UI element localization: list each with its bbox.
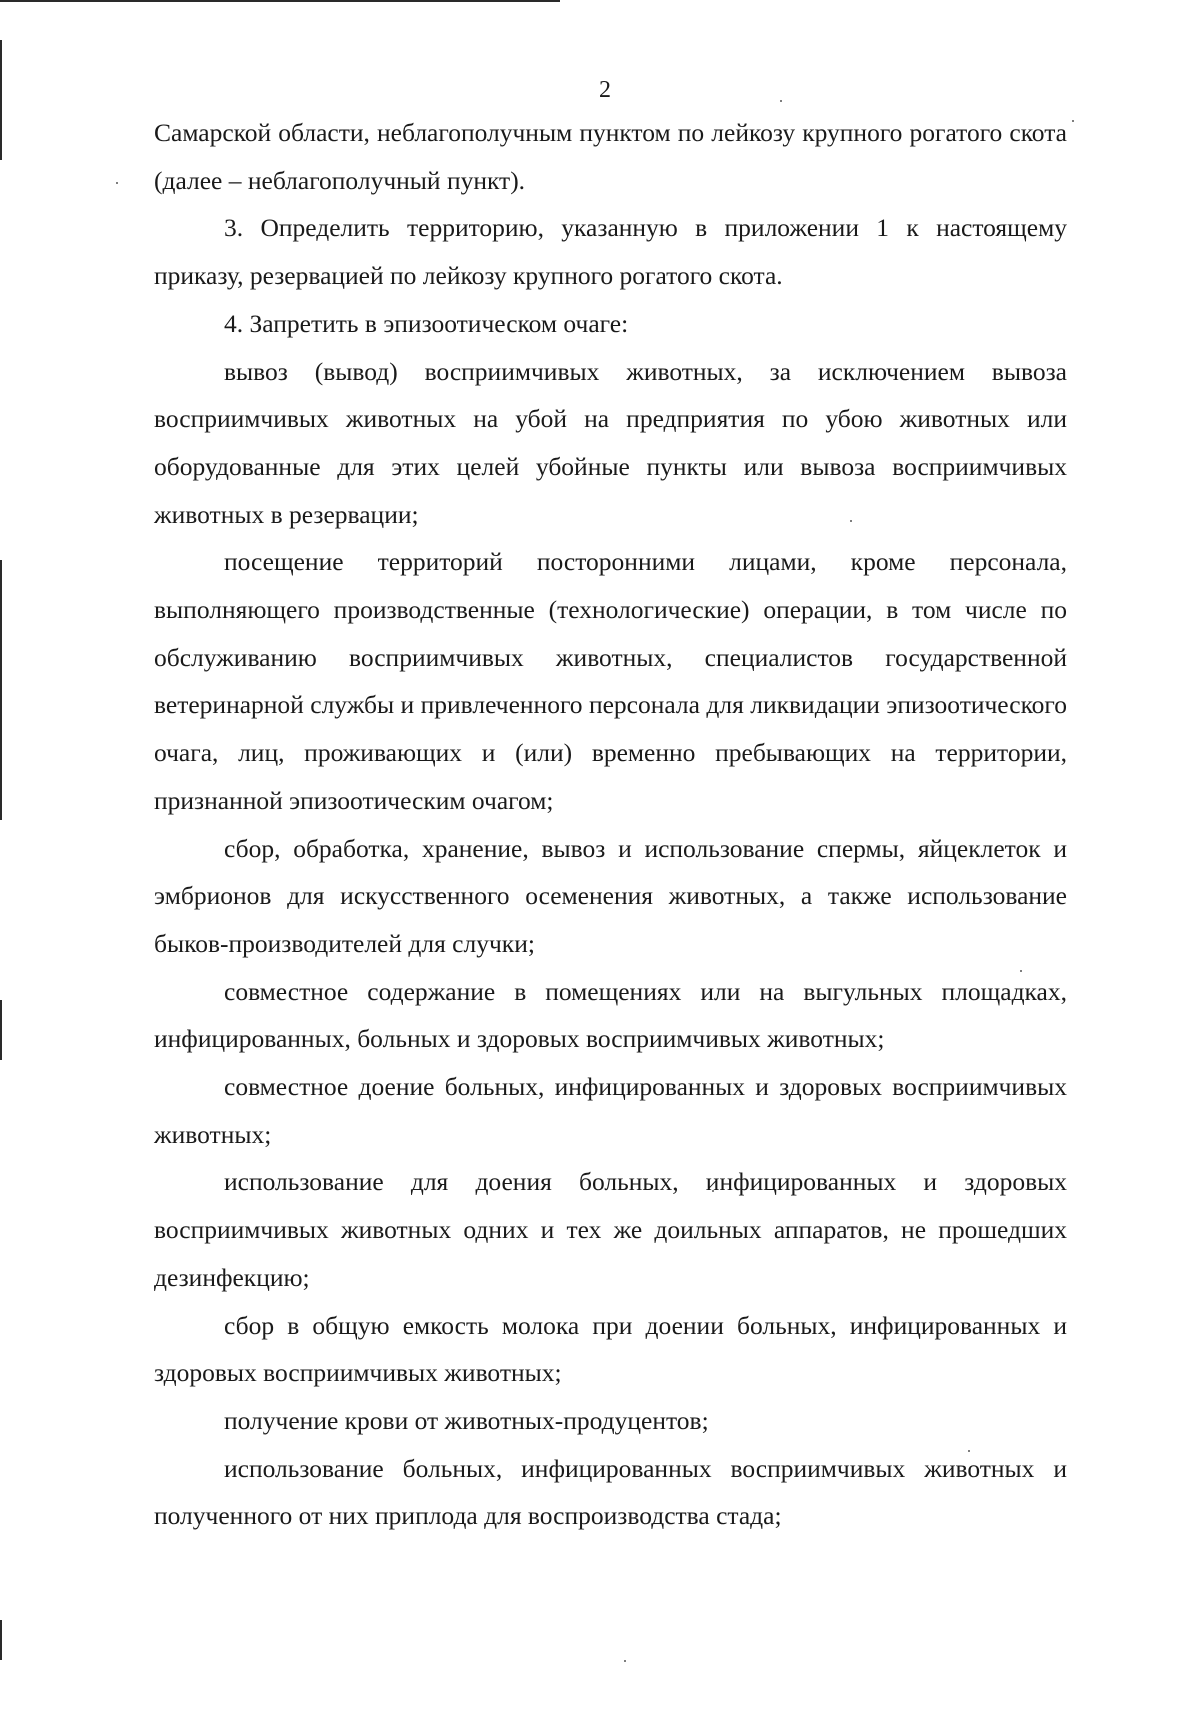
page-number: 2	[599, 77, 611, 103]
paragraph-continuation: Самарской области, неблагополучным пунктом по лейкозу крупного рогатого скота (далее – неблагополучный пункт).	[154, 118, 1067, 195]
paragraph-item-3: 3. Определить территорию, указанную в приложении 1 к настоящему приказу, резервацией по лейкозу крупного рогатого скота.	[154, 213, 1067, 291]
prohibition-item: совместное содержание в помещениях или на выгульных площадках, инфицированных, больных и здоровых восприимчивых животных;	[154, 976, 1067, 1054]
paragraph-item-4: 4. Запретить в эпизоотическом очаге:	[224, 308, 629, 338]
scan-speck	[116, 182, 118, 184]
scan-speck	[624, 1660, 626, 1662]
scan-speck	[1072, 120, 1074, 122]
prohibition-item: вывоз (вывод) восприимчивых животных, за исключением вывоза восприимчивых животных на убой на предприятия по убою животных или оборудованные для этих целей убойные пункты или вывоза восприимчивых животных в резервации;	[154, 356, 1067, 529]
prohibition-item: использование больных, инфицированных восприимчивых животных и полученного от них приплода для воспроизводства стада;	[154, 1453, 1067, 1531]
prohibition-item: сбор в общую емкость молока при доении больных, инфицированных и здоровых восприимчивых животных;	[154, 1310, 1067, 1388]
scan-border-left-lower	[0, 1620, 2, 1660]
document-body	[154, 109, 1067, 1540]
prohibition-item: получение крови от животных-продуцентов;	[224, 1405, 709, 1435]
prohibition-item: использование для доения больных, инфицированных и здоровых восприимчивых животных одних и тех же доильных аппаратов, не прошедших дезинфекцию;	[154, 1167, 1067, 1292]
scan-border-left-mark	[0, 1000, 2, 1060]
prohibition-item: посещение территорий посторонними лицами, кроме персонала, выполняющего производственные (технологические) операции, в том числе по обслуживанию восприимчивых животных, специалистов государственной ветеринарной службы и привлеченного персонала для ликвидации эпизоотического очага, лиц, проживающих и (или) временно пребывающих на территории, признанной эпизоотическим очагом;	[154, 547, 1067, 815]
scan-border-left-middle	[0, 560, 2, 820]
prohibition-item: совместное доение больных, инфицированных и здоровых восприимчивых животных;	[154, 1072, 1067, 1149]
scan-border-top	[0, 0, 560, 2]
prohibition-item: сбор, обработка, хранение, вывоз и использование спермы, яйцеклеток и эмбрионов для искусственного осеменения животных, а также использование быков-производителей для случки;	[154, 833, 1067, 958]
